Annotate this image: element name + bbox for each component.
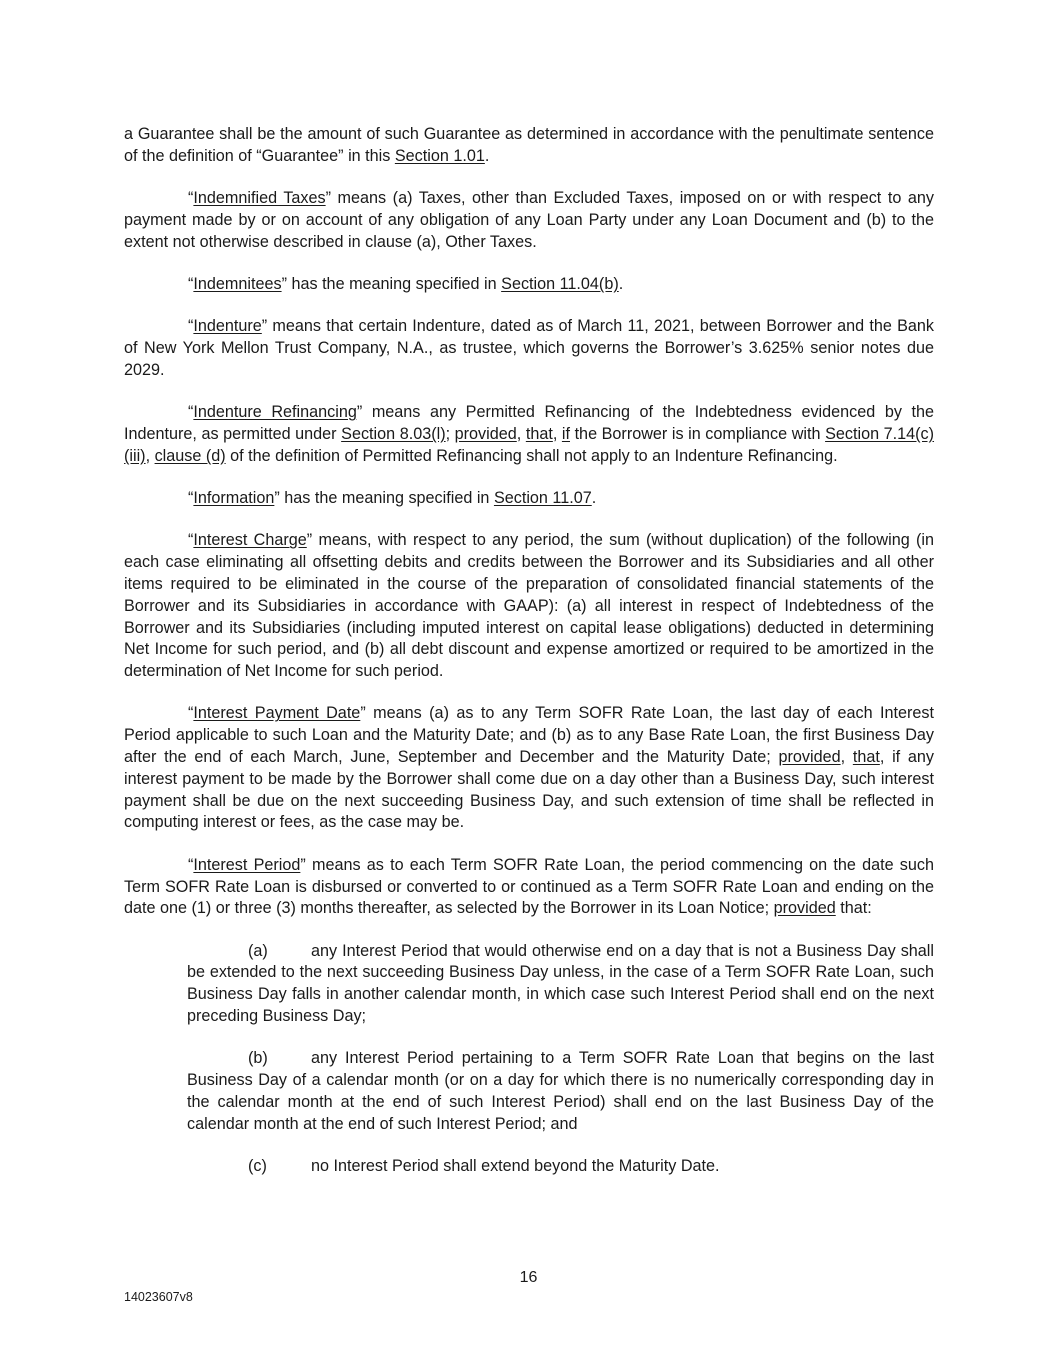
open-quote: “: [188, 274, 194, 293]
clause-reference: clause (d): [154, 446, 226, 465]
definition-text: means (a) Taxes, other than Excluded Taxes, imposed on or with respect to any payment made by or on account of any obligation of any Loan Party under any Loan Document and (b) to the extent not otherwise described in clause (a), Other Taxes.: [124, 189, 934, 251]
open-quote: “: [188, 489, 194, 508]
punctuation: .: [591, 489, 597, 508]
defined-term: Indemnified Taxes: [193, 189, 326, 208]
definition-text: means any Permitted Refinancing of the Indebtedness evidenced by the Indenture, as permitted under: [124, 403, 935, 443]
defined-term: Indemnitees: [193, 274, 282, 293]
close-quote: ”: [356, 403, 363, 422]
definition-text: ,: [516, 424, 526, 443]
document-id: 14023607v8: [124, 1290, 193, 1304]
definition-text: that:: [835, 899, 872, 918]
close-quote: ”: [360, 704, 366, 723]
continuation-paragraph: [124, 124, 934, 168]
close-quote: ”: [325, 189, 332, 208]
definition-indenture: [124, 316, 934, 381]
clause-text: any Interest Period pertaining to a Term SOFR Rate Loan that begins on the last Business Day of a calendar month (or on a day for which there is no numerically corresponding day in the calendar month at the end of such Interest Period) shall end on the last Business Day of the calendar month at the end of such Interest Period; and: [187, 1049, 934, 1133]
definition-text: ,: [552, 424, 562, 443]
punctuation: .: [618, 274, 624, 293]
section-reference: Section 7.14(c)(iii): [124, 424, 935, 465]
open-quote: “: [188, 531, 194, 550]
open-quote: “: [188, 704, 194, 723]
sub-clause-b: [187, 1048, 934, 1135]
clause-text: no Interest Period shall extend beyond the Maturity Date.: [311, 1156, 720, 1175]
sub-clause-c: [187, 1156, 934, 1178]
definition-indemnitees: [124, 274, 934, 296]
open-quote: “: [188, 189, 194, 208]
defined-term: Information: [193, 489, 275, 508]
definition-text: , if any interest payment to be made by the Borrower shall come due on a day other than a Business Day, such interest payment shall be due on the next succeeding Business Day, and such extension of time shall be reflected in computing interest or fees, as the case may be.: [124, 748, 935, 832]
clause-text: any Interest Period that would otherwise end on a day that is not a Business Day shall be extended to the next succeeding Business Day unless, in the case of a Term SOFR Rate Loan, such Business Day falls in another calendar month, in which case such Interest Period shall end on the next preceding Business Day;: [187, 941, 934, 1025]
definition-text: ;: [445, 424, 455, 443]
definition-interest-period: [124, 855, 934, 920]
definition-text: means as to each Term SOFR Rate Loan, the period commencing on the date such Term SOFR Rate Loan is disbursed or converted to or continued as a Term SOFR Rate Loan and ending on the date one (1) or three (3) months thereafter, as selected by the Borrower in its Loan Notice;: [124, 855, 934, 918]
close-quote: ”: [306, 531, 313, 550]
definition-text: of the definition of Permitted Refinancing shall not apply to an Indenture Refinancing.: [225, 446, 838, 465]
close-quote: ”: [261, 317, 268, 336]
open-quote: “: [188, 317, 194, 336]
clause-label: (c): [248, 1156, 267, 1175]
section-reference: Section 11.07: [493, 489, 592, 508]
defined-term: Interest Period: [193, 855, 301, 874]
definition-text: means (a) as to any Term SOFR Rate Loan, the last day of each Interest Period applicable to such Loan and the Maturity Date; and (b) as to any Base Rate Loan, the first Business Day after the end of each March, June, September and December and the Maturity Date;: [124, 704, 934, 767]
section-reference: Section 8.03(l): [341, 424, 446, 443]
proviso-keyword: provided: [778, 748, 841, 767]
close-quote: ”: [281, 274, 287, 293]
definition-text: has the meaning specified in: [286, 274, 502, 293]
defined-term: Indenture Refinancing: [193, 403, 357, 422]
definition-text: ,: [840, 748, 853, 767]
proviso-keyword: provided: [454, 424, 517, 443]
definition-information: [124, 488, 934, 510]
open-quote: “: [188, 403, 194, 422]
open-quote: “: [188, 855, 194, 874]
definition-interest-payment-date: [124, 703, 934, 834]
close-quote: ”: [300, 855, 306, 874]
proviso-keyword: that: [852, 748, 880, 767]
clause-label: (b): [248, 1049, 268, 1068]
paragraph-text: a Guarantee shall be the amount of such Guarantee as determined in accordance with the penultimate sentence of the definition of “Guarantee” in this: [124, 125, 934, 165]
proviso-keyword: provided: [773, 899, 836, 918]
sub-clause-a: [187, 941, 934, 1028]
definition-indemnified-taxes: [124, 188, 934, 253]
definition-indenture-refinancing: [124, 402, 934, 467]
close-quote: ”: [274, 489, 280, 508]
defined-term: Interest Payment Date: [193, 704, 361, 723]
definition-text: means that certain Indenture, dated as of March 11, 2021, between Borrower and the Bank of New York Mellon Trust Company, N.A., as trustee, which governs the Borrower’s 3.625% senior notes due 2029.: [124, 317, 934, 379]
document-body: [124, 124, 934, 1198]
definition-text: the Borrower is in compliance with: [570, 424, 826, 443]
definition-text: means, with respect to any period, the sum (without duplication) of the following (in each case eliminating all offsetting debits and credits between the Borrower and its Subsidiaries and all other items required to be eliminated in the course of the preparation of consolidated financial statements of the Borrower and its Subsidiaries in accordance with GAAP): (a) all interest in respect of Indebtedness of the Borrower and its Subsidiaries (including imputed interest on capital lease obligations) deducted in determining Net Income for such period, and (b) all debt discount and expense amortized or required to be amortized in the determination of Net Income for such period.: [124, 531, 935, 681]
section-reference: Section 1.01: [394, 146, 485, 165]
defined-term: Indenture: [193, 317, 262, 336]
section-reference: Section 11.04(b): [501, 274, 619, 293]
punctuation: .: [484, 146, 490, 165]
defined-term: Interest Charge: [193, 531, 307, 550]
definition-text: ,: [145, 446, 155, 465]
definition-interest-charge: [124, 530, 934, 683]
clause-label: (a): [248, 941, 268, 960]
proviso-keyword: if: [561, 424, 570, 443]
proviso-keyword: that: [525, 424, 553, 443]
page-number: 16: [519, 1269, 538, 1286]
definition-text: has the meaning specified in: [279, 489, 494, 508]
